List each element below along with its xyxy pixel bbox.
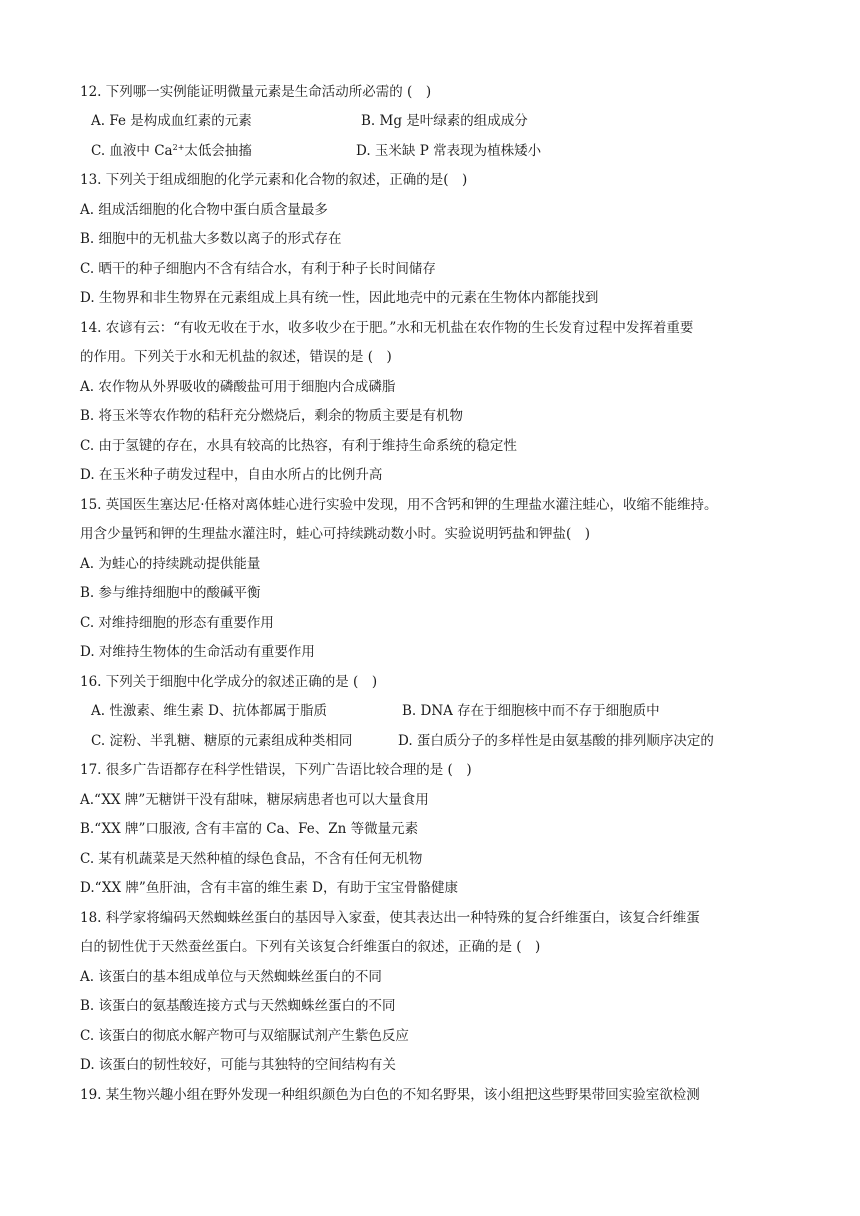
question-13-stem: 13. 下列关于组成细胞的化学元素和化合物的叙述，正确的是( ) (80, 172, 468, 188)
question-12-option-b: B. Mg 是叶绿素的组成成分 (361, 113, 528, 129)
question-15-option-d: D. 对维持生物体的生命活动有重要作用 (80, 644, 315, 660)
question-15-option-c: C. 对维持细胞的形态有重要作用 (80, 615, 274, 631)
question-15-stem-line-2: 用含少量钙和钾的生理盐水灌注时，蛙心可持续跳动数小时。实验说明钙盐和钾盐( ) (80, 526, 591, 542)
question-14-stem-line-1: 14. 农谚有云：“有收无收在于水，收多收少在于肥。”水和无机盐在农作物的生长发育过程中发挥着重要 (80, 320, 694, 336)
question-13-option-a: A. 组成活细胞的化合物中蛋白质含量最多 (80, 202, 328, 218)
question-13-option-c: C. 晒干的种子细胞内不含有结合水，有利于种子长时间储存 (80, 261, 436, 277)
question-12-option-c-text: C. 血液中 Ca (91, 143, 173, 159)
question-18-stem-line-2: 白的韧性优于天然蚕丝蛋白。下列有关该复合纤维蛋白的叙述，正确的是 ( ) (80, 939, 541, 955)
question-15-stem-line-1: 15. 英国医生塞达尼·任格对离体蛙心进行实验中发现，用不含钙和钾的生理盐水灌注蛙心，收缩不能维持。 (80, 497, 718, 513)
question-19-stem-line-1: 19. 某生物兴趣小组在野外发现一种组织颜色为白色的不知名野果，该小组把这些野果带回实验室欲检测 (80, 1087, 700, 1103)
question-16-stem: 16. 下列关于细胞中化学成分的叙述正确的是 ( ) (80, 674, 378, 690)
question-18-stem-line-1: 18. 科学家将编码天然蜘蛛丝蛋白的基因导入家蚕，使其表达出一种特殊的复合纤维蛋白，该复合纤维蛋 (80, 910, 700, 926)
calcium-ion-charge: 2+ (172, 143, 185, 152)
question-12-option-c (91, 141, 252, 161)
question-15-option-b: B. 参与维持细胞中的酸碱平衡 (80, 585, 261, 601)
question-12-stem: 12. 下列哪一实例能证明微量元素是生命活动所必需的 ( ) (80, 84, 432, 100)
question-14-stem-line-2: 的作用。下列关于水和无机盐的叙述，错误的是 ( ) (80, 349, 392, 365)
question-16-option-c: C. 淀粉、半乳糖、糖原的元素组成种类相同 (91, 733, 353, 749)
question-12-option-a: A. Fe 是构成血红素的元素 (91, 113, 252, 129)
question-17-option-b: B.“XX 牌”口服液, 含有丰富的 Ca、Fe、Zn 等微量元素 (80, 821, 419, 837)
question-18-option-a: A. 该蛋白的基本组成单位与天然蜘蛛丝蛋白的不同 (80, 969, 382, 985)
question-15-option-a: A. 为蛙心的持续跳动提供能量 (80, 556, 261, 572)
question-13-option-b: B. 细胞中的无机盐大多数以离子的形式存在 (80, 231, 342, 247)
question-16-option-b: B. DNA 存在于细胞核中而不存于细胞质中 (402, 703, 660, 719)
question-13-option-d: D. 生物界和非生物界在元素组成上具有统一性，因此地壳中的元素在生物体内都能找到 (80, 290, 599, 306)
question-17-option-a: A.“XX 牌”无糖饼干没有甜味，糖尿病患者也可以大量食用 (80, 792, 429, 808)
question-17-stem: 17. 很多广告语都存在科学性错误，下列广告语比较合理的是 ( ) (80, 762, 472, 778)
question-16-option-d: D. 蛋白质分子的多样性是由氨基酸的排列顺序决定的 (398, 733, 714, 749)
question-14-option-b: B. 将玉米等农作物的秸秆充分燃烧后，剩余的物质主要是有机物 (80, 408, 464, 424)
question-17-option-c: C. 某有机蔬菜是天然种植的绿色食品，不含有任何无机物 (80, 851, 423, 867)
question-18-option-c: C. 该蛋白的彻底水解产物可与双缩脲试剂产生紫色反应 (80, 1028, 409, 1044)
question-14-option-d: D. 在玉米种子萌发过程中，自由水所占的比例升高 (80, 467, 383, 483)
question-17-option-d: D.“XX 牌”鱼肝油，含有丰富的维生素 D，有助于宝宝骨骼健康 (80, 880, 458, 896)
question-14-option-a: A. 农作物从外界吸收的磷酸盐可用于细胞内合成磷脂 (80, 379, 396, 395)
question-12-option-c-tail: 太低会抽搐 (184, 143, 252, 159)
question-18-option-b: B. 该蛋白的氨基酸连接方式与天然蜘蛛丝蛋白的不同 (80, 998, 396, 1014)
question-16-option-a: A. 性激素、维生素 D、抗体都属于脂质 (91, 703, 327, 719)
question-12-option-d: D. 玉米缺 P 常表现为植株矮小 (356, 143, 542, 159)
question-14-option-c: C. 由于氢键的存在，水具有较高的比热容，有利于维持生命系统的稳定性 (80, 438, 517, 454)
question-18-option-d: D. 该蛋白的韧性较好，可能与其独特的空间结构有关 (80, 1057, 396, 1073)
